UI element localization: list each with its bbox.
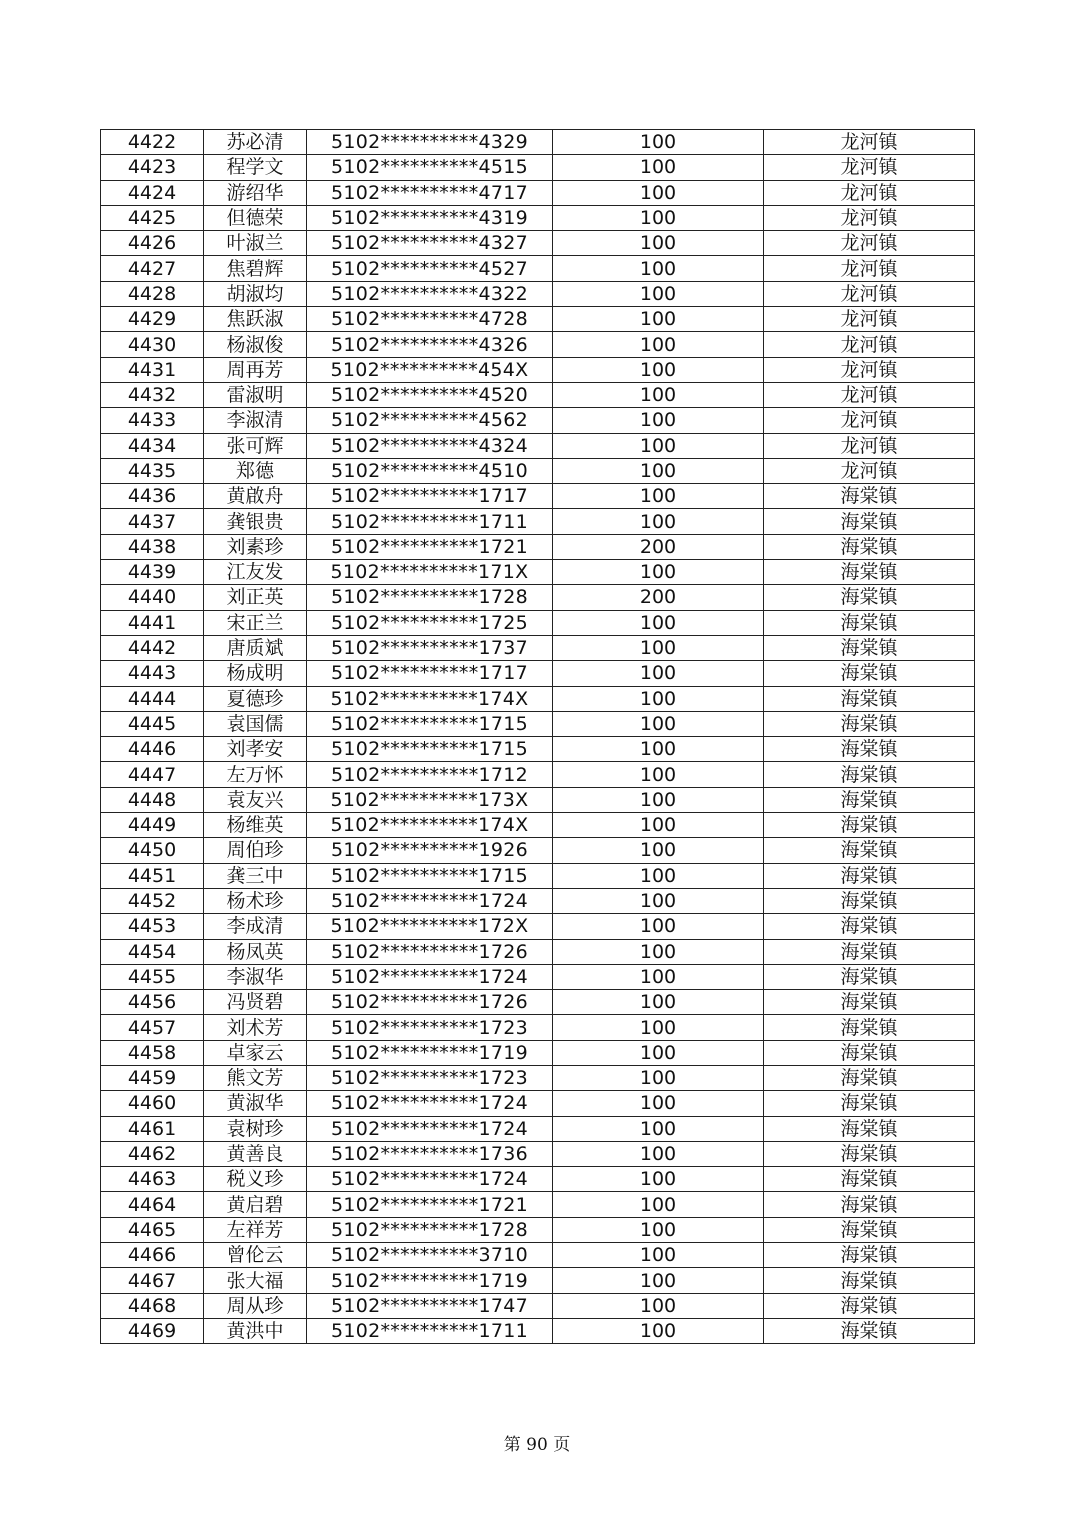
- name-cell: 杨术珍: [204, 888, 307, 913]
- amount-cell: 100: [553, 408, 764, 433]
- serial-number-cell: 4459: [101, 1065, 204, 1090]
- serial-number-cell: 4463: [101, 1167, 204, 1192]
- table-row: [101, 382, 975, 407]
- table-row: [101, 1217, 975, 1242]
- table-row: [101, 458, 975, 483]
- table-row: [101, 686, 975, 711]
- serial-number-cell: 4440: [101, 585, 204, 610]
- id-number-cell: 5102**********1724: [307, 964, 553, 989]
- id-number-cell: 5102**********4562: [307, 408, 553, 433]
- serial-number-cell: 4437: [101, 509, 204, 534]
- town-cell: 龙河镇: [764, 205, 975, 230]
- table-row: [101, 433, 975, 458]
- table-row: [101, 813, 975, 838]
- town-cell: 海棠镇: [764, 1293, 975, 1318]
- town-cell: 海棠镇: [764, 1065, 975, 1090]
- amount-cell: 100: [553, 560, 764, 585]
- name-cell: 袁友兴: [204, 787, 307, 812]
- town-cell: 海棠镇: [764, 787, 975, 812]
- table-row: [101, 1268, 975, 1293]
- serial-number-cell: 4444: [101, 686, 204, 711]
- town-cell: 龙河镇: [764, 256, 975, 281]
- town-cell: 海棠镇: [764, 585, 975, 610]
- id-number-cell: 5102**********1715: [307, 711, 553, 736]
- table-row: [101, 1040, 975, 1065]
- id-number-cell: 5102**********1747: [307, 1293, 553, 1318]
- serial-number-cell: 4432: [101, 382, 204, 407]
- name-cell: 税义珍: [204, 1167, 307, 1192]
- id-number-cell: 5102**********1721: [307, 534, 553, 559]
- table-row: [101, 357, 975, 382]
- town-cell: 海棠镇: [764, 863, 975, 888]
- amount-cell: 100: [553, 1318, 764, 1343]
- amount-cell: 100: [553, 1116, 764, 1141]
- serial-number-cell: 4434: [101, 433, 204, 458]
- id-number-cell: 5102**********1736: [307, 1141, 553, 1166]
- town-cell: 龙河镇: [764, 433, 975, 458]
- amount-cell: 100: [553, 180, 764, 205]
- table-row: [101, 863, 975, 888]
- name-cell: 焦跃淑: [204, 307, 307, 332]
- town-cell: 龙河镇: [764, 357, 975, 382]
- amount-cell: 100: [553, 205, 764, 230]
- town-cell: 海棠镇: [764, 1243, 975, 1268]
- amount-cell: 100: [553, 130, 764, 155]
- name-cell: 杨维英: [204, 813, 307, 838]
- name-cell: 张大福: [204, 1268, 307, 1293]
- serial-number-cell: 4429: [101, 307, 204, 332]
- amount-cell: 100: [553, 1065, 764, 1090]
- town-cell: 海棠镇: [764, 1192, 975, 1217]
- id-number-cell: 5102**********4527: [307, 256, 553, 281]
- id-number-cell: 5102**********1728: [307, 1217, 553, 1242]
- name-cell: 杨凤英: [204, 939, 307, 964]
- table-row: [101, 1091, 975, 1116]
- town-cell: 海棠镇: [764, 737, 975, 762]
- table-row: [101, 1116, 975, 1141]
- serial-number-cell: 4427: [101, 256, 204, 281]
- name-cell: 黄善良: [204, 1141, 307, 1166]
- amount-cell: 100: [553, 711, 764, 736]
- name-cell: 张可辉: [204, 433, 307, 458]
- amount-cell: 100: [553, 1015, 764, 1040]
- name-cell: 唐质斌: [204, 635, 307, 660]
- amount-cell: 100: [553, 990, 764, 1015]
- table-row: [101, 1167, 975, 1192]
- amount-cell: 100: [553, 509, 764, 534]
- table-row: [101, 661, 975, 686]
- serial-number-cell: 4423: [101, 155, 204, 180]
- name-cell: 卓家云: [204, 1040, 307, 1065]
- name-cell: 刘孝安: [204, 737, 307, 762]
- name-cell: 李淑华: [204, 964, 307, 989]
- amount-cell: 100: [553, 433, 764, 458]
- town-cell: 龙河镇: [764, 281, 975, 306]
- id-number-cell: 5102**********1724: [307, 1167, 553, 1192]
- amount-cell: 100: [553, 661, 764, 686]
- name-cell: 曾伦云: [204, 1243, 307, 1268]
- serial-number-cell: 4422: [101, 130, 204, 155]
- town-cell: 海棠镇: [764, 990, 975, 1015]
- town-cell: 海棠镇: [764, 686, 975, 711]
- id-number-cell: 5102**********1711: [307, 1318, 553, 1343]
- town-cell: 海棠镇: [764, 888, 975, 913]
- serial-number-cell: 4465: [101, 1217, 204, 1242]
- amount-cell: 100: [553, 635, 764, 660]
- town-cell: 海棠镇: [764, 484, 975, 509]
- town-cell: 海棠镇: [764, 813, 975, 838]
- id-number-cell: 5102**********1719: [307, 1268, 553, 1293]
- serial-number-cell: 4447: [101, 762, 204, 787]
- amount-cell: 100: [553, 686, 764, 711]
- amount-cell: 100: [553, 1268, 764, 1293]
- name-cell: 李成清: [204, 914, 307, 939]
- id-number-cell: 5102**********4324: [307, 433, 553, 458]
- town-cell: 海棠镇: [764, 1091, 975, 1116]
- table-row: [101, 762, 975, 787]
- town-cell: 龙河镇: [764, 307, 975, 332]
- id-number-cell: 5102**********1712: [307, 762, 553, 787]
- amount-cell: 100: [553, 382, 764, 407]
- table-row: [101, 332, 975, 357]
- name-cell: 袁树珍: [204, 1116, 307, 1141]
- table-row: [101, 509, 975, 534]
- id-number-cell: 5102**********171X: [307, 560, 553, 585]
- table-row: [101, 1318, 975, 1343]
- town-cell: 海棠镇: [764, 509, 975, 534]
- town-cell: 海棠镇: [764, 1040, 975, 1065]
- name-cell: 左祥芳: [204, 1217, 307, 1242]
- town-cell: 海棠镇: [764, 661, 975, 686]
- name-cell: 左万怀: [204, 762, 307, 787]
- table-row: [101, 534, 975, 559]
- table-row: [101, 1065, 975, 1090]
- name-cell: 龚三中: [204, 863, 307, 888]
- table-row: [101, 231, 975, 256]
- id-number-cell: 5102**********1724: [307, 1116, 553, 1141]
- table-row: [101, 560, 975, 585]
- name-cell: 黄啟舟: [204, 484, 307, 509]
- name-cell: 游绍华: [204, 180, 307, 205]
- id-number-cell: 5102**********1724: [307, 1091, 553, 1116]
- town-cell: 龙河镇: [764, 408, 975, 433]
- id-number-cell: 5102**********1715: [307, 863, 553, 888]
- name-cell: 江友发: [204, 560, 307, 585]
- id-number-cell: 5102**********1717: [307, 484, 553, 509]
- table-row: [101, 990, 975, 1015]
- serial-number-cell: 4449: [101, 813, 204, 838]
- amount-cell: 100: [553, 155, 764, 180]
- name-cell: 苏必清: [204, 130, 307, 155]
- name-cell: 刘素珍: [204, 534, 307, 559]
- name-cell: 雷淑明: [204, 382, 307, 407]
- amount-cell: 100: [553, 610, 764, 635]
- table-row: [101, 155, 975, 180]
- serial-number-cell: 4454: [101, 939, 204, 964]
- town-cell: 海棠镇: [764, 1116, 975, 1141]
- town-cell: 龙河镇: [764, 332, 975, 357]
- id-number-cell: 5102**********4329: [307, 130, 553, 155]
- serial-number-cell: 4439: [101, 560, 204, 585]
- name-cell: 熊文芳: [204, 1065, 307, 1090]
- id-number-cell: 5102**********1728: [307, 585, 553, 610]
- town-cell: 海棠镇: [764, 534, 975, 559]
- serial-number-cell: 4438: [101, 534, 204, 559]
- amount-cell: 200: [553, 585, 764, 610]
- id-number-cell: 5102**********4717: [307, 180, 553, 205]
- amount-cell: 100: [553, 1167, 764, 1192]
- table-row: [101, 914, 975, 939]
- amount-cell: 100: [553, 914, 764, 939]
- amount-cell: 100: [553, 1141, 764, 1166]
- table-row: [101, 1243, 975, 1268]
- name-cell: 刘术芳: [204, 1015, 307, 1040]
- name-cell: 但德荣: [204, 205, 307, 230]
- serial-number-cell: 4466: [101, 1243, 204, 1268]
- town-cell: 海棠镇: [764, 964, 975, 989]
- name-cell: 周从珍: [204, 1293, 307, 1318]
- serial-number-cell: 4442: [101, 635, 204, 660]
- name-cell: 黄洪中: [204, 1318, 307, 1343]
- town-cell: 海棠镇: [764, 635, 975, 660]
- amount-cell: 100: [553, 762, 764, 787]
- amount-cell: 100: [553, 1040, 764, 1065]
- amount-cell: 100: [553, 863, 764, 888]
- name-cell: 袁国儒: [204, 711, 307, 736]
- id-number-cell: 5102**********3710: [307, 1243, 553, 1268]
- serial-number-cell: 4430: [101, 332, 204, 357]
- table-row: [101, 787, 975, 812]
- serial-number-cell: 4428: [101, 281, 204, 306]
- amount-cell: 100: [553, 231, 764, 256]
- name-cell: 黄启碧: [204, 1192, 307, 1217]
- id-number-cell: 5102**********1723: [307, 1065, 553, 1090]
- amount-cell: 100: [553, 787, 764, 812]
- serial-number-cell: 4443: [101, 661, 204, 686]
- amount-cell: 100: [553, 737, 764, 762]
- table-row: [101, 838, 975, 863]
- amount-cell: 100: [553, 458, 764, 483]
- table-row: [101, 1192, 975, 1217]
- table-row: [101, 256, 975, 281]
- name-cell: 程学文: [204, 155, 307, 180]
- serial-number-cell: 4448: [101, 787, 204, 812]
- serial-number-cell: 4453: [101, 914, 204, 939]
- id-number-cell: 5102**********172X: [307, 914, 553, 939]
- amount-cell: 100: [553, 964, 764, 989]
- id-number-cell: 5102**********1926: [307, 838, 553, 863]
- table-row: [101, 281, 975, 306]
- table-row: [101, 610, 975, 635]
- serial-number-cell: 4425: [101, 205, 204, 230]
- id-number-cell: 5102**********1723: [307, 1015, 553, 1040]
- amount-cell: 100: [553, 1091, 764, 1116]
- town-cell: 龙河镇: [764, 382, 975, 407]
- town-cell: 龙河镇: [764, 130, 975, 155]
- serial-number-cell: 4445: [101, 711, 204, 736]
- id-number-cell: 5102**********454X: [307, 357, 553, 382]
- serial-number-cell: 4456: [101, 990, 204, 1015]
- town-cell: 龙河镇: [764, 180, 975, 205]
- id-number-cell: 5102**********1711: [307, 509, 553, 534]
- serial-number-cell: 4457: [101, 1015, 204, 1040]
- town-cell: 海棠镇: [764, 610, 975, 635]
- serial-number-cell: 4452: [101, 888, 204, 913]
- name-cell: 宋正兰: [204, 610, 307, 635]
- id-number-cell: 5102**********1726: [307, 939, 553, 964]
- table-row: [101, 964, 975, 989]
- town-cell: 海棠镇: [764, 914, 975, 939]
- id-number-cell: 5102**********1715: [307, 737, 553, 762]
- table-row: [101, 635, 975, 660]
- serial-number-cell: 4433: [101, 408, 204, 433]
- serial-number-cell: 4462: [101, 1141, 204, 1166]
- serial-number-cell: 4467: [101, 1268, 204, 1293]
- page-number: 第 90 页: [503, 1435, 571, 1455]
- table-row: [101, 888, 975, 913]
- table-row: [101, 408, 975, 433]
- serial-number-cell: 4451: [101, 863, 204, 888]
- name-cell: 杨成明: [204, 661, 307, 686]
- town-cell: 海棠镇: [764, 560, 975, 585]
- amount-cell: 100: [553, 357, 764, 382]
- serial-number-cell: 4446: [101, 737, 204, 762]
- id-number-cell: 5102**********174X: [307, 813, 553, 838]
- table-row: [101, 130, 975, 155]
- table-row: [101, 307, 975, 332]
- town-cell: 龙河镇: [764, 155, 975, 180]
- id-number-cell: 5102**********1724: [307, 888, 553, 913]
- id-number-cell: 5102**********4319: [307, 205, 553, 230]
- amount-cell: 100: [553, 838, 764, 863]
- id-number-cell: 5102**********1719: [307, 1040, 553, 1065]
- table-row: [101, 484, 975, 509]
- id-number-cell: 5102**********4327: [307, 231, 553, 256]
- serial-number-cell: 4455: [101, 964, 204, 989]
- town-cell: 海棠镇: [764, 711, 975, 736]
- town-cell: 龙河镇: [764, 231, 975, 256]
- name-cell: 杨淑俊: [204, 332, 307, 357]
- name-cell: 周再芳: [204, 357, 307, 382]
- amount-cell: 100: [553, 281, 764, 306]
- table-row: [101, 205, 975, 230]
- amount-cell: 100: [553, 256, 764, 281]
- town-cell: 海棠镇: [764, 838, 975, 863]
- name-cell: 李淑清: [204, 408, 307, 433]
- table-row: [101, 1293, 975, 1318]
- serial-number-cell: 4426: [101, 231, 204, 256]
- amount-cell: 100: [553, 307, 764, 332]
- table-row: [101, 737, 975, 762]
- serial-number-cell: 4464: [101, 1192, 204, 1217]
- name-cell: 龚银贵: [204, 509, 307, 534]
- town-cell: 海棠镇: [764, 1318, 975, 1343]
- table-row: [101, 1015, 975, 1040]
- name-cell: 郑德: [204, 458, 307, 483]
- town-cell: 龙河镇: [764, 458, 975, 483]
- table-row: [101, 939, 975, 964]
- table-row: [101, 180, 975, 205]
- town-cell: 海棠镇: [764, 1141, 975, 1166]
- table-row: [101, 711, 975, 736]
- name-cell: 叶淑兰: [204, 231, 307, 256]
- id-number-cell: 5102**********1725: [307, 610, 553, 635]
- name-cell: 周伯珍: [204, 838, 307, 863]
- name-cell: 胡淑均: [204, 281, 307, 306]
- amount-cell: 100: [553, 484, 764, 509]
- town-cell: 海棠镇: [764, 1268, 975, 1293]
- serial-number-cell: 4435: [101, 458, 204, 483]
- id-number-cell: 5102**********4520: [307, 382, 553, 407]
- roster-table-body: [101, 130, 975, 1344]
- serial-number-cell: 4431: [101, 357, 204, 382]
- amount-cell: 200: [553, 534, 764, 559]
- id-number-cell: 5102**********4326: [307, 332, 553, 357]
- serial-number-cell: 4458: [101, 1040, 204, 1065]
- id-number-cell: 5102**********4322: [307, 281, 553, 306]
- name-cell: 刘正英: [204, 585, 307, 610]
- name-cell: 焦碧辉: [204, 256, 307, 281]
- id-number-cell: 5102**********1726: [307, 990, 553, 1015]
- table-row: [101, 585, 975, 610]
- id-number-cell: 5102**********4510: [307, 458, 553, 483]
- amount-cell: 100: [553, 1217, 764, 1242]
- name-cell: 黄淑华: [204, 1091, 307, 1116]
- amount-cell: 100: [553, 888, 764, 913]
- id-number-cell: 5102**********1717: [307, 661, 553, 686]
- town-cell: 海棠镇: [764, 762, 975, 787]
- town-cell: 海棠镇: [764, 1217, 975, 1242]
- id-number-cell: 5102**********4728: [307, 307, 553, 332]
- serial-number-cell: 4468: [101, 1293, 204, 1318]
- amount-cell: 100: [553, 332, 764, 357]
- serial-number-cell: 4460: [101, 1091, 204, 1116]
- id-number-cell: 5102**********173X: [307, 787, 553, 812]
- amount-cell: 100: [553, 1192, 764, 1217]
- serial-number-cell: 4450: [101, 838, 204, 863]
- town-cell: 海棠镇: [764, 1015, 975, 1040]
- serial-number-cell: 4436: [101, 484, 204, 509]
- amount-cell: 100: [553, 939, 764, 964]
- amount-cell: 100: [553, 813, 764, 838]
- id-number-cell: 5102**********1721: [307, 1192, 553, 1217]
- serial-number-cell: 4441: [101, 610, 204, 635]
- town-cell: 海棠镇: [764, 939, 975, 964]
- roster-table: [100, 129, 975, 1344]
- table-row: [101, 1141, 975, 1166]
- town-cell: 海棠镇: [764, 1167, 975, 1192]
- amount-cell: 100: [553, 1293, 764, 1318]
- name-cell: 冯贤碧: [204, 990, 307, 1015]
- amount-cell: 100: [553, 1243, 764, 1268]
- id-number-cell: 5102**********1737: [307, 635, 553, 660]
- id-number-cell: 5102**********174X: [307, 686, 553, 711]
- serial-number-cell: 4424: [101, 180, 204, 205]
- id-number-cell: 5102**********4515: [307, 155, 553, 180]
- serial-number-cell: 4469: [101, 1318, 204, 1343]
- name-cell: 夏德珍: [204, 686, 307, 711]
- serial-number-cell: 4461: [101, 1116, 204, 1141]
